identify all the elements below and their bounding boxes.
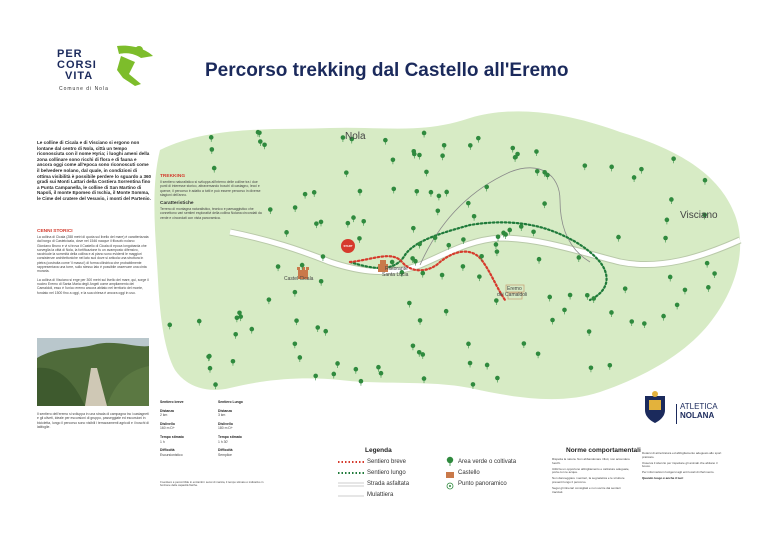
- route-short-elevation: 160 m D+: [160, 426, 175, 431]
- trail-photo: [37, 338, 149, 406]
- legend-symbols-left: [338, 458, 366, 504]
- rules-title: Norme comportamentali: [566, 447, 641, 454]
- route-table-note: Il sentiero è percorribile in entrambi i sensi di marcia, il tempo stimato è indicativo in funzione delle capacità fisiche.: [160, 480, 264, 488]
- tree-icon: [359, 379, 364, 386]
- map-label-restaurant-1: Ristorante: [385, 266, 408, 272]
- route-short-elevation-label: Dislivello: [160, 422, 175, 427]
- logo-subtitle: Comune di Nola: [59, 86, 109, 92]
- route-short-difficulty-label: Difficoltà: [160, 448, 175, 453]
- map-label-visciano: Visciano: [680, 210, 718, 221]
- rule-2: Utilizza un opportuno abbigliamento e calzature adeguate, porta con te acqua.: [552, 466, 630, 475]
- route-long-difficulty-label: Difficoltà: [218, 448, 233, 453]
- map-label-hermitage-1: Eremo: [507, 286, 522, 292]
- route-long-difficulty: Semplice: [218, 452, 232, 457]
- logo-line-3: VITA: [65, 70, 94, 82]
- rule-7: Per informazioni rivolgersi agli enti locali di riferimento.: [642, 470, 715, 475]
- sponsor-line-1: ATLETICA: [680, 402, 718, 411]
- tree-icon: [313, 374, 318, 381]
- rule-4: Segui gli itinerari consigliati e non uscire dai sentieri tracciati.: [552, 485, 621, 494]
- map-label-restaurant-2: Santa Lucia: [382, 272, 409, 278]
- legend-title: Legenda: [365, 447, 392, 454]
- trekking-section: [160, 174, 265, 220]
- trekking-paragraph-1: Il sentiero naturalistico si sviluppa all'interno delle colline tra i due punti di interesse storico, attraversando boschi di castagno, lecci e querce, il percorso è adatto a tutti e può essere percorso in diverse stagioni dell'anno.: [160, 180, 261, 197]
- legend-short-trail: Sentiero breve: [367, 459, 407, 465]
- route-long-distance-label: Distanza: [218, 408, 232, 413]
- route-long-elevation: 180 m D+: [218, 426, 233, 431]
- history-paragraph-2: La collina di Visciano si erge per 300 metri sul livello del mare, qui, sorge il nucleo Eremo di Santa Maria degli Angeli come ampliamento dei Camaldoli, esso è l'unico eremo ancora abitato nel territorio del monte, fondato nel 1500 fino a oggi, e la sua chiesa è ancora oggi in uso.: [37, 277, 149, 295]
- legend-tree-icon: [447, 457, 453, 466]
- sponsor-divider: [676, 404, 677, 424]
- page-title: Percorso trekking dal Castello all'Eremo: [205, 60, 569, 81]
- rule-5: Dotarsi di attrezzatura ed abbigliamento adeguato allo sport praticato.: [642, 451, 722, 459]
- route-long-distance: 3 km: [218, 413, 226, 418]
- legend-viewpoint: Punto panoramico: [458, 481, 507, 487]
- route-long-time-label: Tempo stimato: [218, 435, 242, 440]
- route-short-time: 1 h: [160, 439, 165, 444]
- history-section: [37, 229, 149, 295]
- legend-paved-road: Strada asfaltata: [367, 481, 410, 487]
- history-paragraph-1: La collina di Cicala (288 metri di quota sul livello del mare) è caratterizzata dal borgo di Castelcicala, dove nel 1546 nacque il filosofo nolano Giordano Bruno e vi si trova il Castello di Cicala di epoca longobarda che sorveglia la città di Nola, la fortificazione fu un avamposto difensivo, racchiude la sommità della collina e al piano sono evidenti le maggiori consistenze architettoniche nel lato sud dove si articola una struttura in pietra (costruita come 'il masso') di forma cilindrica che probabilmente rappresentava una torre, sullo stesso lato è possibile osservare una cinta muraria.: [37, 235, 149, 274]
- trail-photo-image: [37, 338, 149, 406]
- route-short-difficulty: Escursionistico: [160, 452, 183, 457]
- intro-text: Le colline di Cicala e di Visciano si ergono non lontane dal centro di Nola, città un tempo riconosciuta con il nome Hyria; i luoghi ameni della zona collinare sono ricchi di flora e di fauna e ancora oggi come all'epoca sono riconoscuti come il belvedere nolano, dal quale, in condizioni di ottima visibilità è possibile perdere lo sguardo a 360 gradi sui Monti Lattari della Costiera Sorrentina fino a Punta Campanella, le colline di San Martino di Napoli, il monte Epomeo di Ischia, il Monte Somma, le Cime del cratere del Vesuvio, i monti del Partenio.: [37, 140, 152, 201]
- city-crest-icon: [641, 390, 669, 424]
- photo-caption: Il sentiero dell'eremo si sviluppa in una strada di campagna tra i castagneti e gli uliveti, ideale per escursioni di gruppo, passeggiate ed escursioni in bicicletta, lungo il percorso sono visibili i terrazzamenti agricoli e i boschi di latifoglie.: [37, 412, 149, 429]
- legend-long-trail: Sentiero lungo: [367, 470, 406, 476]
- rules-closing: Quando luogo è anche il tuo!: [642, 475, 684, 480]
- legend-castle-icon: [446, 472, 454, 478]
- trekking-heading: TREKKING: [160, 174, 186, 179]
- trekking-subheading: Caratteristiche: [160, 201, 194, 207]
- legend-viewpoint-icon: [447, 483, 453, 489]
- sponsor-line-2: NOLANA: [680, 411, 715, 420]
- history-heading: CENNI STORICI: [37, 229, 73, 234]
- route-long-elevation-label: Dislivello: [218, 422, 233, 427]
- route-short-distance: 2 km: [160, 413, 168, 418]
- rules-column-1: [552, 458, 632, 494]
- route-long-time: 1 h 30': [218, 439, 229, 444]
- rule-1: Rispetta la natura. Non abbandonare rifiuti, non accendere fuochi.: [552, 457, 630, 465]
- start-badge-label: START: [343, 243, 353, 248]
- rules-column-2: [642, 452, 724, 481]
- legend-green-area: Area verde o coltivata: [458, 459, 517, 465]
- legend-mule-track: Mulattiera: [367, 492, 394, 498]
- legend-symbols-right: [444, 456, 456, 492]
- route-short-distance-label: Distanza: [160, 408, 174, 413]
- legend-castle: Castello: [458, 470, 480, 476]
- logo-line-2: CORSI: [57, 59, 97, 71]
- rule-6: Osserva il silenzio per rispettare gli animali che abitano il bosco.: [642, 460, 718, 469]
- trekking-paragraph-2: Terreno di montagna naturalistico, tecnico e paesaggistico che connettono vari sentieri esplorativi della collina Nolana circondati da verde e circondati con vista panoramica.: [160, 207, 262, 220]
- route-column-short: [160, 400, 210, 457]
- logo-line-1: PER: [57, 48, 83, 60]
- route-column-long: [218, 400, 268, 457]
- map-label-castle: Castel Cicala: [284, 276, 314, 282]
- rule-3: Non danneggiare i sentieri, la segnaletica e le strutture presenti lungo il percorso.: [552, 476, 625, 484]
- route-short-header: Sentiero breve: [160, 400, 184, 404]
- map-label-hermitage-2: dei Camaldoli: [497, 292, 528, 298]
- map-label-nola: Nola: [345, 131, 366, 142]
- route-short-time-label: Tempo stimato: [160, 435, 184, 440]
- sponsor-name: [680, 402, 718, 420]
- route-long-header: Sentiero Lungo: [218, 400, 243, 404]
- route-table: [160, 400, 270, 496]
